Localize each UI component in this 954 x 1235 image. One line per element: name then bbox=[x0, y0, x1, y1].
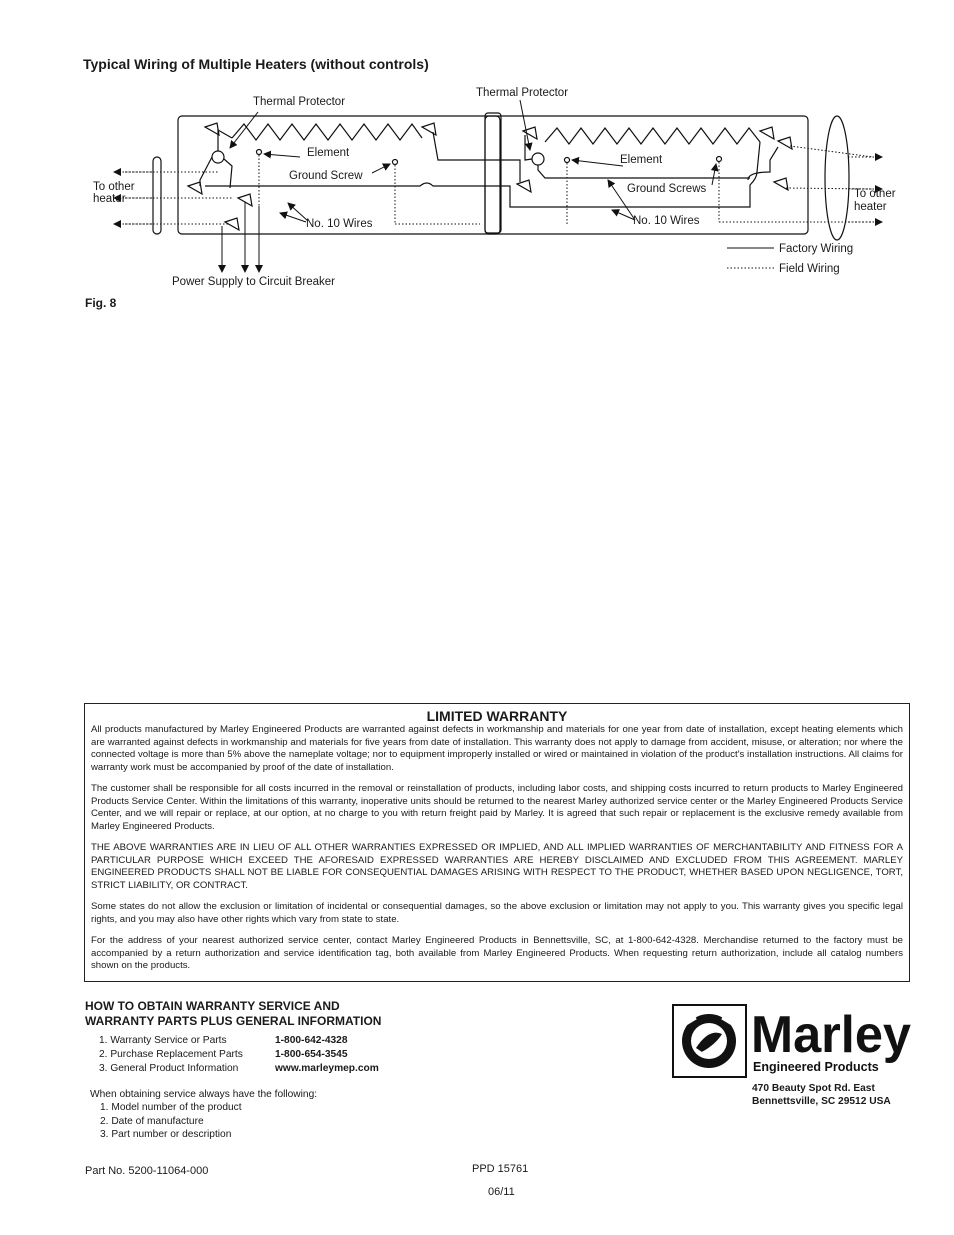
warranty-paragraph: All products manufactured by Marley Engineered Products are warranted against defects in workmanship and materials for one year from date of installation, except heating elements which are warranted against defects in workmanship and materials for five years from date of installation. This warranty does not apply to damage from accident, misuse, or alteration; nor where the connected voltage is more than 5% above the nameplate voltage; nor to equipment improperly installed or wired or maintained in violation of the product's installation instructions. All claims for warranty work must be accompanied by proof of the date of installation. bbox=[91, 724, 903, 773]
to-other-heater-label: heater bbox=[93, 193, 126, 205]
figure-label: Fig. 8 bbox=[85, 296, 117, 310]
list-item bbox=[99, 1048, 379, 1062]
ground-screw bbox=[393, 160, 398, 165]
ppd-number: PPD 15761 bbox=[472, 1163, 529, 1175]
ground-screw bbox=[717, 157, 722, 162]
contact-label: 3. General Product Information bbox=[99, 1063, 239, 1074]
wire-nut bbox=[778, 137, 792, 149]
thermal-protector-left bbox=[212, 151, 224, 163]
requirements-intro: When obtaining service always have the following: bbox=[90, 1089, 318, 1100]
thermal-protector-right bbox=[532, 153, 544, 165]
warranty-paragraph: THE ABOVE WARRANTIES ARE IN LIEU OF ALL OTHER WARRANTIES EXPRESSED OR IMPLIED, AND ALL IMPLIED WARRANTIES OF MERCHANTABILITY AND FITNESS FOR A PARTICULAR PURPOSE WHICH EXCEED THE AFORESAID EXPRESSED WARRANTIES ARE HEREBY DISCLAIMED AND EXCLUDED FROM THIS AGREEMENT. MARLEY ENGINEERED PRODUCTS SHALL NOT BE LIABLE FOR CONSEQUENTIAL DAMAGES ARISING WITH RESPECT TO THE PRODUCT, WHETHER BASED UPON NEGLIGENCE, TORT, STRICT LIABILITY, OR CONTRACT. bbox=[91, 842, 903, 891]
warranty-paragraph: For the address of your nearest authorized service center, contact Marley Engineered Products in Bennettsville, SC, at 1-800-642-4328. Merchandise returned to the factory must be accompanied by a return authorization and service identification tag, both available from Marley Engineered Products. When requesting return authorization, include all catalog numbers shown on the products. bbox=[91, 935, 903, 971]
legend-factory-wiring: Factory Wiring bbox=[779, 243, 854, 255]
ground-screws-label: Ground Screws bbox=[627, 183, 707, 195]
ground-screw-label: Ground Screw bbox=[289, 170, 363, 182]
service-heading bbox=[85, 999, 381, 1029]
list-item bbox=[99, 1034, 379, 1048]
contact-label: 1. Warranty Service or Parts bbox=[99, 1035, 227, 1046]
wire-nut bbox=[205, 123, 219, 135]
revision-date: 06/11 bbox=[488, 1186, 515, 1198]
list-item: 2. Date of manufacture bbox=[100, 1115, 204, 1127]
no10-wires-label: No. 10 Wires bbox=[633, 215, 700, 227]
list-item bbox=[99, 1062, 379, 1076]
page-title: Typical Wiring of Multiple Heaters (without controls) bbox=[83, 56, 429, 72]
element-label: Element bbox=[620, 154, 663, 166]
website-link[interactable]: www.marleymep.com bbox=[275, 1063, 379, 1074]
phone-number[interactable]: 1-800-642-4328 bbox=[275, 1035, 348, 1046]
ground-screw bbox=[565, 158, 570, 163]
service-heading-line: WARRANTY PARTS PLUS GENERAL INFORMATION bbox=[85, 1014, 382, 1028]
thermal-protector-label: Thermal Protector bbox=[476, 87, 569, 99]
wire-nut bbox=[760, 127, 774, 139]
thermal-protector-label: Thermal Protector bbox=[253, 96, 346, 108]
part-number: Part No. 5200-11064-000 bbox=[85, 1165, 209, 1177]
wiring-diagram bbox=[80, 80, 896, 295]
wire-nut bbox=[774, 178, 788, 190]
no10-wires-label: No. 10 Wires bbox=[306, 218, 373, 230]
to-other-heater-label: heater bbox=[854, 201, 887, 213]
logo-wordmark: Marley bbox=[751, 1006, 912, 1064]
legend-field-wiring: Field Wiring bbox=[779, 263, 840, 275]
list-item: 3. Part number or description bbox=[100, 1128, 232, 1140]
to-other-heater-label: To other bbox=[854, 188, 896, 200]
limited-warranty-box bbox=[84, 703, 910, 982]
warranty-paragraph: Some states do not allow the exclusion or limitation of incidental or consequential damages, so the above exclusion or limitation may not apply to you. This warranty gives you specific legal rights, and you may also have other rights which vary from state to state. bbox=[91, 901, 903, 925]
contact-label: 2. Purchase Replacement Parts bbox=[99, 1049, 243, 1060]
element-right bbox=[545, 128, 760, 144]
marley-logo bbox=[672, 1004, 914, 1079]
address-line: 470 Beauty Spot Rd. East bbox=[752, 1083, 875, 1094]
ground-screw bbox=[257, 150, 262, 155]
service-heading-line: HOW TO OBTAIN WARRANTY SERVICE AND bbox=[85, 999, 340, 1013]
warranty-paragraph: The customer shall be responsible for all costs incurred in the removal or reinstallation of products, including labor costs, and shipping costs incurred to return products to Marley Engineered Products Service Center. Within the limitations of this warranty, inoperative units should be returned to the nearest Marley authorized service center or the Marley Engineered Products Service Center, and we will repair or replace, at our option, at no charge to you with return freight paid by Marley. It is agreed that such repair or replacement is the exclusive remedy available from Marley Engineered Products. bbox=[91, 783, 903, 832]
company-address bbox=[752, 1083, 891, 1108]
power-supply-label: Power Supply to Circuit Breaker bbox=[172, 276, 335, 288]
phone-number[interactable]: 1-800-654-3545 bbox=[275, 1049, 348, 1060]
service-contacts bbox=[99, 1034, 379, 1076]
junction-box bbox=[485, 113, 501, 233]
to-other-heater-label: To other bbox=[93, 181, 135, 193]
list-item: 1. Model number of the product bbox=[100, 1102, 242, 1114]
wire-nut bbox=[422, 123, 436, 135]
service-requirements bbox=[90, 1088, 317, 1141]
end-cap-right bbox=[825, 116, 849, 240]
end-cap-left bbox=[153, 157, 161, 234]
wire-nut bbox=[517, 180, 531, 192]
element-left bbox=[232, 124, 422, 140]
element-label: Element bbox=[307, 147, 350, 159]
address-line: Bennettsville, SC 29512 USA bbox=[752, 1095, 891, 1107]
logo-subtitle: Engineered Products bbox=[753, 1060, 879, 1074]
warranty-heading: LIMITED WARRANTY bbox=[426, 708, 568, 724]
